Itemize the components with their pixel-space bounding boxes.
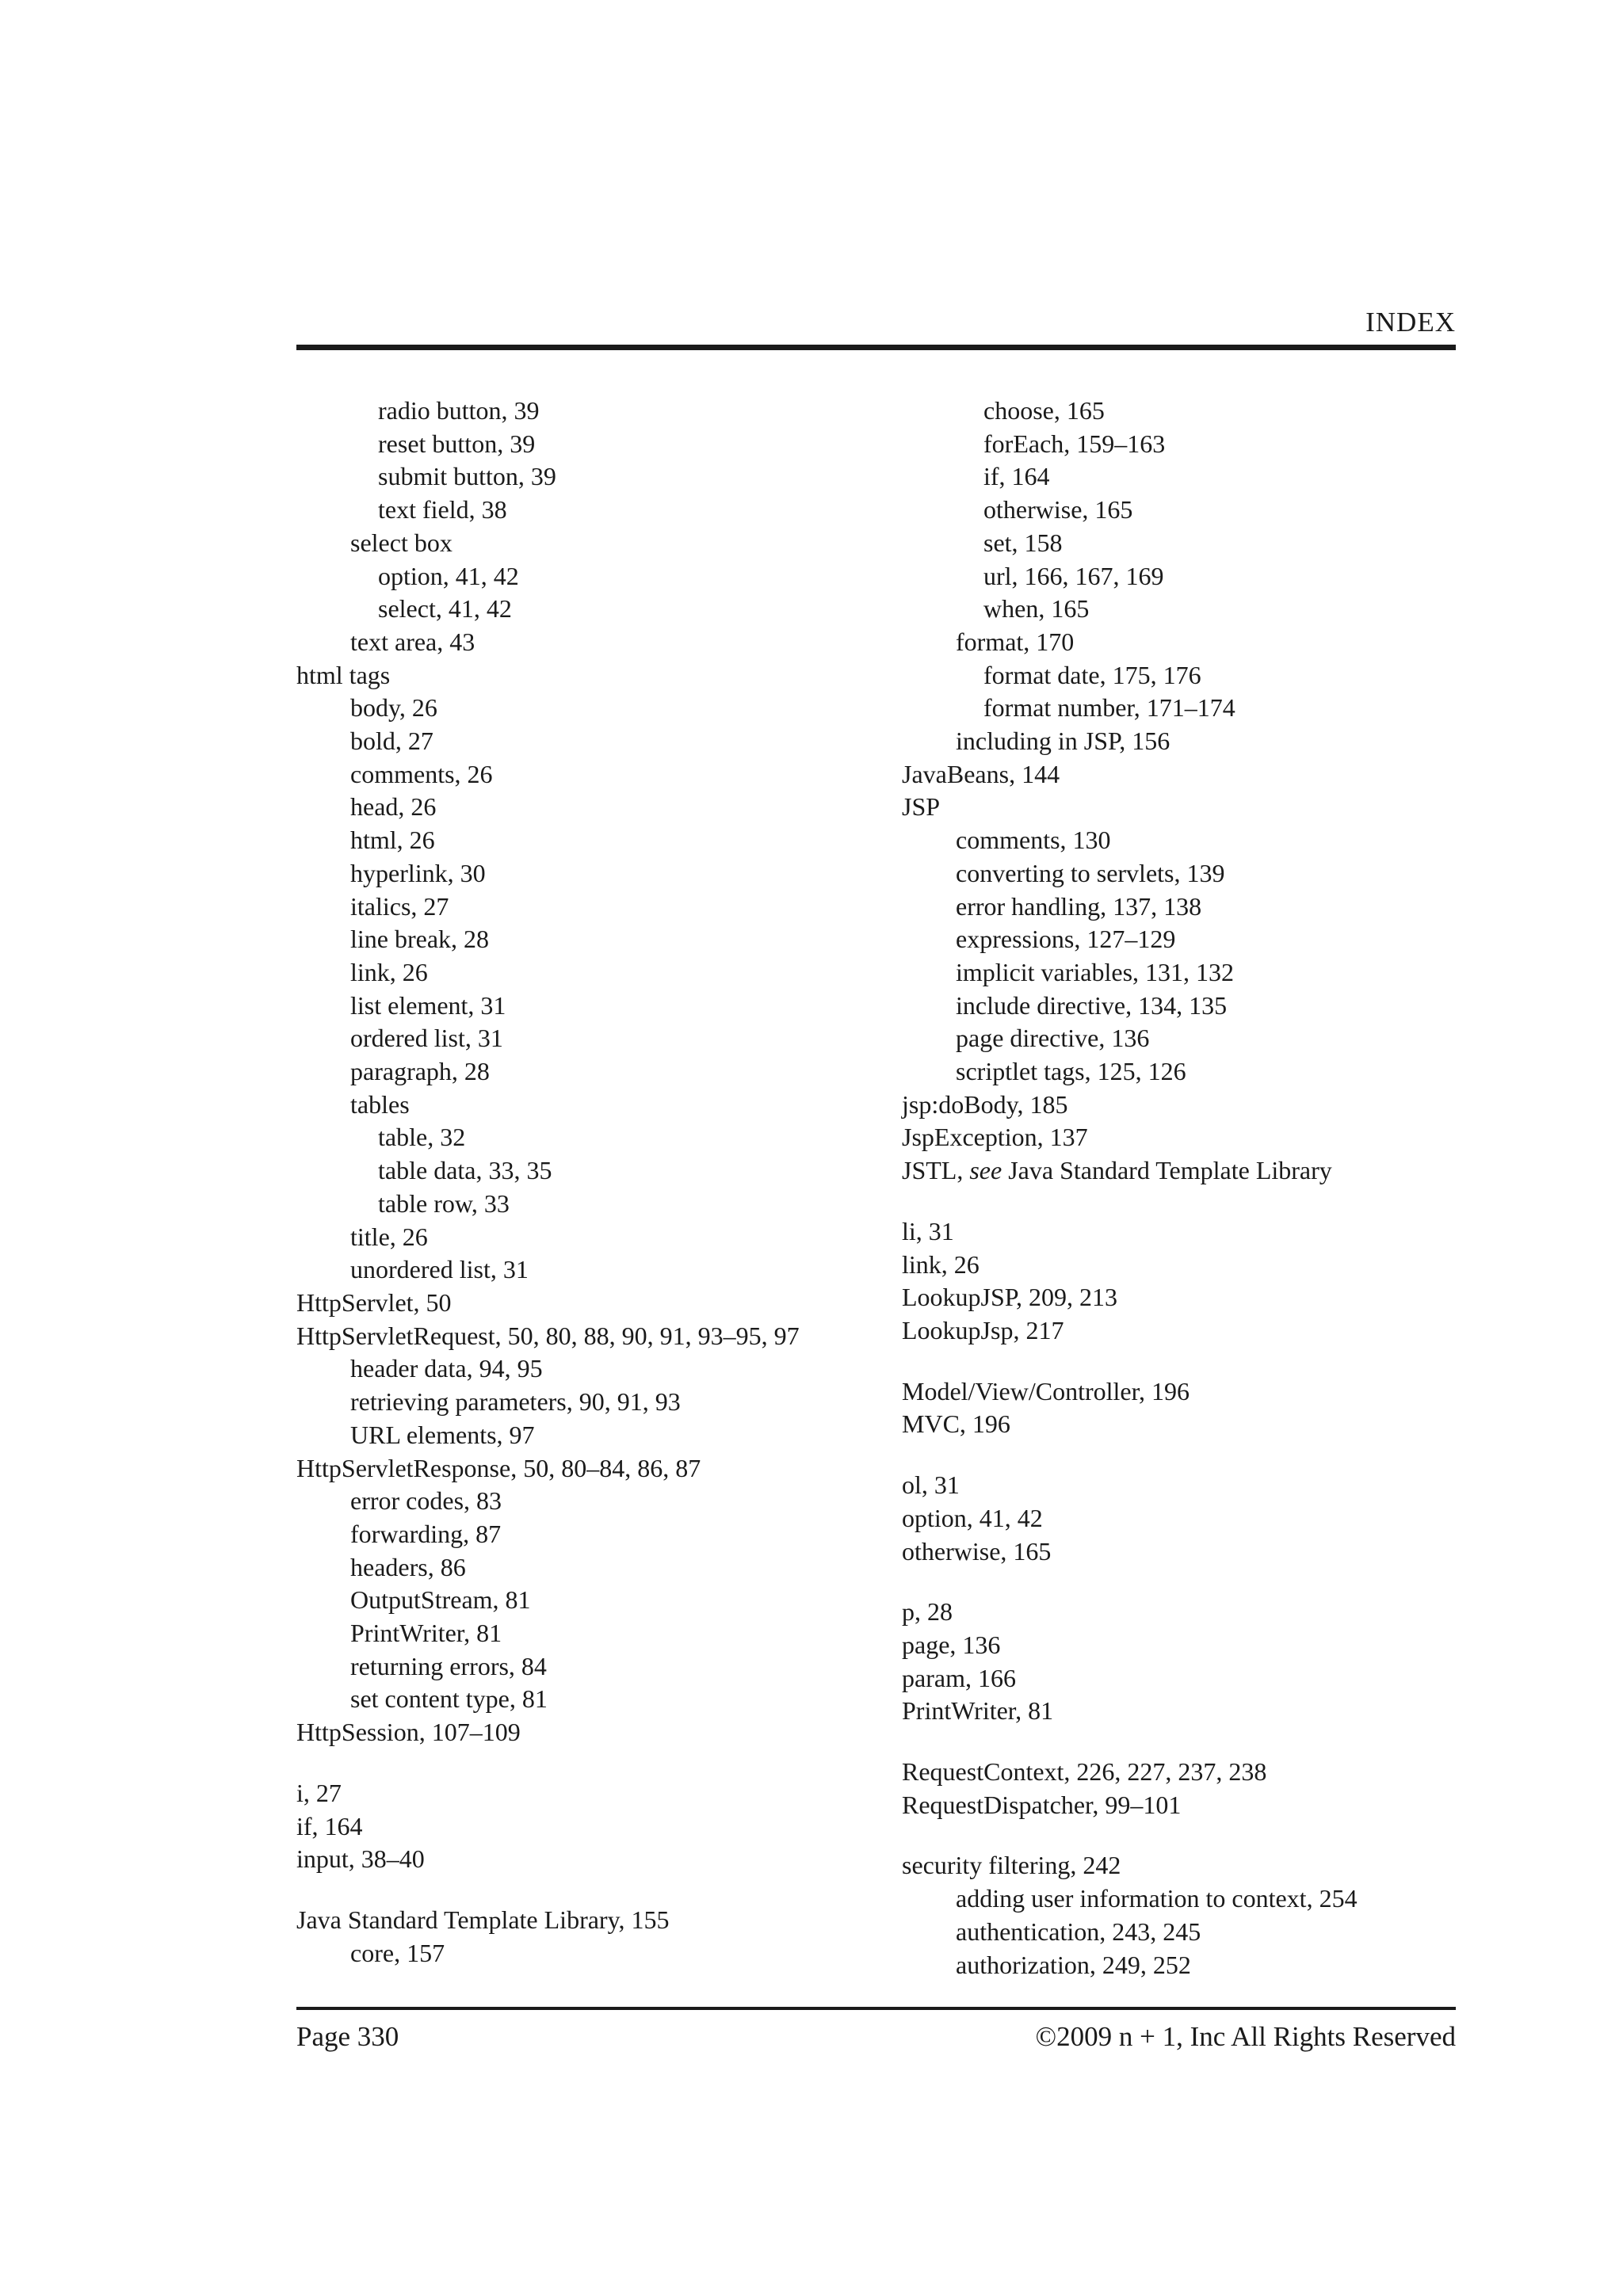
index-entry: HttpServletRequest, 50, 80, 88, 90, 91, 93–95, 97 xyxy=(296,1321,800,1350)
index-entry: JavaBeans, 144 xyxy=(902,759,1060,788)
index-entry: comments, 26 xyxy=(350,759,493,788)
index-entry: header data, 94, 95 xyxy=(350,1354,543,1383)
index-entry: page directive, 136 xyxy=(956,1024,1150,1053)
index-entry: error handling, 137, 138 xyxy=(956,891,1202,921)
index-entry: security filtering, 242 xyxy=(902,1851,1121,1880)
index-entry: MVC, 196 xyxy=(902,1409,1010,1439)
index-entry: format, 170 xyxy=(956,627,1075,656)
entry-text: JSTL, xyxy=(902,1156,970,1185)
index-entry: JSP xyxy=(902,792,941,822)
index-entry: set, 158 xyxy=(983,528,1063,557)
index-entry: html tags xyxy=(296,660,391,689)
index-column-left xyxy=(296,395,867,1970)
index-entry: RequestContext, 226, 227, 237, 238 xyxy=(902,1757,1267,1787)
index-entry: hyperlink, 30 xyxy=(350,858,486,887)
index-entry: including in JSP, 156 xyxy=(956,727,1170,756)
index-entry: param, 166 xyxy=(902,1663,1016,1692)
index-column-right xyxy=(902,395,1457,1981)
index-group-gap xyxy=(296,1749,867,1777)
index-entry: retrieving parameters, 90, 91, 93 xyxy=(350,1387,681,1417)
index-entry: comments, 130 xyxy=(956,826,1111,855)
index-entry: HttpSession, 107–109 xyxy=(296,1718,521,1747)
index-entry: Model/View/Controller, 196 xyxy=(902,1376,1190,1405)
index-entry: expressions, 127–129 xyxy=(956,925,1176,954)
copyright-notice: ©2009 n + 1, Inc All Rights Reserved xyxy=(1035,2021,1456,2052)
index-entry: line break, 28 xyxy=(350,925,490,954)
index-entry: otherwise, 165 xyxy=(902,1536,1052,1566)
index-entry: LookupJsp, 217 xyxy=(902,1315,1064,1344)
index-entry: title, 26 xyxy=(350,1222,428,1251)
index-group-gap xyxy=(902,1821,1457,1849)
index-group-gap xyxy=(296,1876,867,1904)
index-entry: tables xyxy=(350,1089,410,1119)
index-entry: forwarding, 87 xyxy=(350,1519,502,1548)
index-entry: paragraph, 28 xyxy=(350,1057,490,1086)
index-entry: link, 26 xyxy=(902,1249,980,1279)
index-entry: PrintWriter, 81 xyxy=(902,1696,1054,1726)
header-rule xyxy=(296,345,1456,350)
index-entry: table data, 33, 35 xyxy=(378,1156,552,1185)
index-entry: reset button, 39 xyxy=(378,429,536,458)
see-reference: see xyxy=(969,1156,1002,1185)
entry-text: Java Standard Template Library xyxy=(1002,1156,1332,1185)
index-entry: include directive, 134, 135 xyxy=(956,990,1228,1020)
index-entry: body, 26 xyxy=(350,693,437,723)
footer-rule xyxy=(296,2007,1456,2010)
page-number: Page 330 xyxy=(296,2021,399,2052)
index-group-gap xyxy=(902,1441,1457,1469)
index-entry: text area, 43 xyxy=(350,627,475,656)
index-entry: italics, 27 xyxy=(350,891,449,921)
index-entry: table row, 33 xyxy=(378,1188,510,1218)
index-entry: option, 41, 42 xyxy=(378,561,519,590)
index-entry: adding user information to context, 254 xyxy=(956,1884,1358,1913)
index-entry: i, 27 xyxy=(296,1778,342,1807)
index-entry: submit button, 39 xyxy=(378,462,556,491)
index-group-gap xyxy=(902,1188,1457,1215)
index-group-gap xyxy=(902,1728,1457,1756)
index-entry: unordered list, 31 xyxy=(350,1255,529,1284)
index-entry: converting to servlets, 139 xyxy=(956,858,1225,887)
index-entry: link, 26 xyxy=(350,957,428,986)
index-entry: headers, 86 xyxy=(350,1552,466,1581)
index-entry: url, 166, 167, 169 xyxy=(983,561,1164,590)
index-entry: text field, 38 xyxy=(378,495,507,524)
index-entry: option, 41, 42 xyxy=(902,1503,1043,1532)
index-entry: page, 136 xyxy=(902,1630,1001,1659)
index-entry: HttpServlet, 50 xyxy=(296,1287,452,1317)
index-entry: select box xyxy=(350,528,453,557)
index-entry: implicit variables, 131, 132 xyxy=(956,957,1235,986)
index-entry: table, 32 xyxy=(378,1123,466,1152)
index-entry: core, 157 xyxy=(350,1938,445,1967)
index-entry: forEach, 159–163 xyxy=(983,429,1166,458)
index-entry: format date, 175, 176 xyxy=(983,660,1201,689)
index-entry: if, 164 xyxy=(296,1811,363,1840)
index-entry: error codes, 83 xyxy=(350,1486,502,1516)
index-entry: scriptlet tags, 125, 126 xyxy=(956,1057,1186,1086)
index-entry: radio button, 39 xyxy=(378,396,540,425)
index-entry: p, 28 xyxy=(902,1597,953,1627)
index-entry: authentication, 243, 245 xyxy=(956,1917,1201,1946)
index-entry: JspException, 137 xyxy=(902,1123,1088,1152)
index-entry: Java Standard Template Library, 155 xyxy=(296,1905,670,1934)
index-entry: format number, 171–174 xyxy=(983,693,1235,723)
index-entry: HttpServletResponse, 50, 80–84, 86, 87 xyxy=(296,1453,701,1482)
index-entry: if, 164 xyxy=(983,462,1050,491)
index-entry: LookupJSP, 209, 213 xyxy=(902,1283,1118,1312)
index-entry: html, 26 xyxy=(350,826,435,855)
index-entry: bold, 27 xyxy=(350,727,433,756)
index-entry: head, 26 xyxy=(350,792,437,822)
index-group-gap xyxy=(902,1348,1457,1375)
index-entry xyxy=(902,1154,1457,1188)
index-entry: select, 41, 42 xyxy=(378,594,512,624)
index-entry: otherwise, 165 xyxy=(983,495,1133,524)
index-entry: li, 31 xyxy=(902,1216,954,1245)
index-entry: jsp:doBody, 185 xyxy=(902,1089,1068,1119)
index-entry: list element, 31 xyxy=(350,990,506,1020)
index-entry: choose, 165 xyxy=(983,396,1105,425)
index-entry: URL elements, 97 xyxy=(350,1420,535,1449)
index-entry: PrintWriter, 81 xyxy=(350,1619,502,1648)
index-entry: ol, 31 xyxy=(902,1470,960,1500)
index-group-gap xyxy=(902,1568,1457,1596)
index-entry: RequestDispatcher, 99–101 xyxy=(902,1790,1182,1819)
index-entry: returning errors, 84 xyxy=(350,1651,547,1680)
index-entry: set content type, 81 xyxy=(350,1684,548,1714)
index-entry: authorization, 249, 252 xyxy=(956,1950,1191,1979)
page-header-title: INDEX xyxy=(1365,307,1456,338)
index-entry: when, 165 xyxy=(983,594,1090,624)
index-entry: ordered list, 31 xyxy=(350,1024,503,1053)
index-entry: input, 38–40 xyxy=(296,1844,425,1874)
index-entry: OutputStream, 81 xyxy=(350,1585,531,1615)
